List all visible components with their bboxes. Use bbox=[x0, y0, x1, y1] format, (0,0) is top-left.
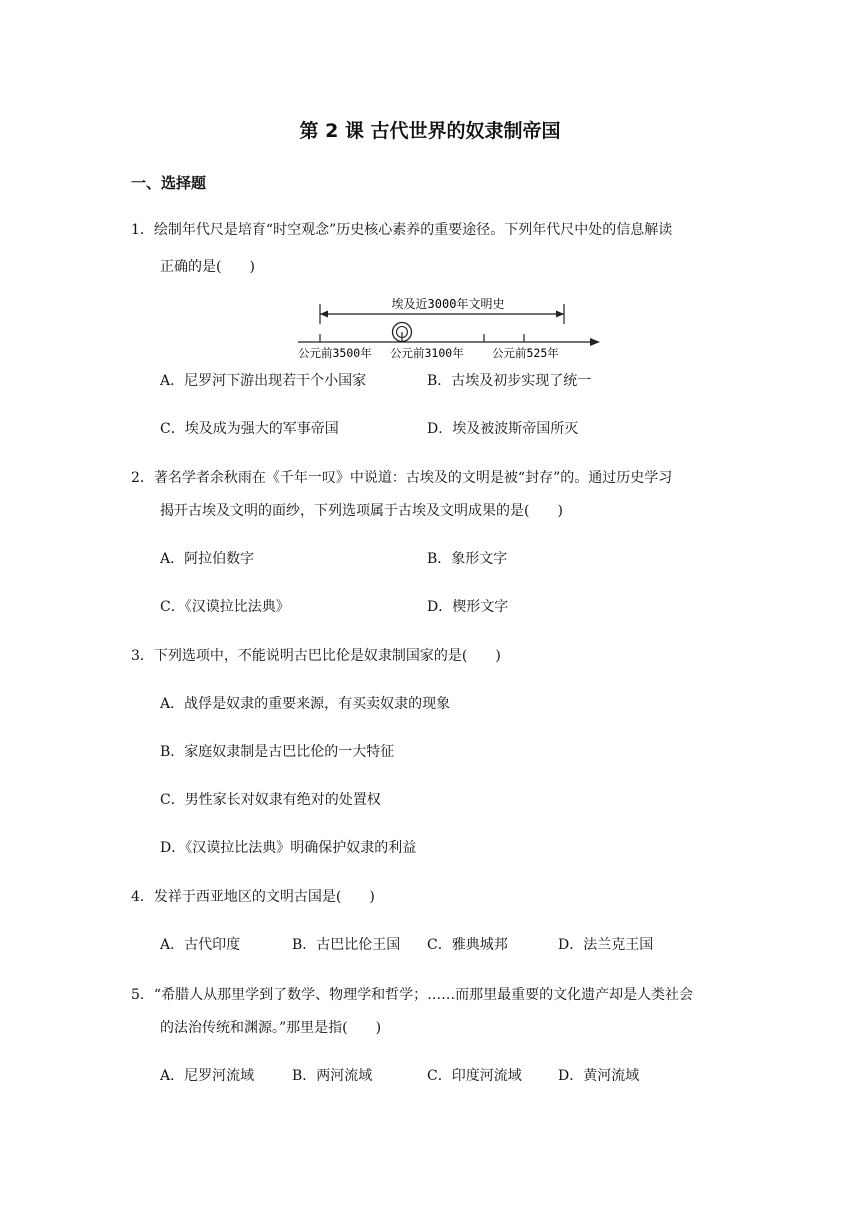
timeline-marker-icon bbox=[393, 323, 412, 343]
question-4-option-b: B．古巴比伦王国 bbox=[292, 937, 401, 953]
question-1-option-b: B．古埃及初步实现了统一 bbox=[427, 373, 592, 389]
timeline-tick-2: 公元前3100年 bbox=[390, 346, 464, 360]
question-1-line-2: 正确的是( ) bbox=[160, 259, 255, 275]
question-2-option-a: A．阿拉伯数字 bbox=[160, 551, 255, 567]
question-5-option-a: A．尼罗河流域 bbox=[160, 1068, 255, 1084]
question-1-line-1: 1．绘制年代尺是培育“时空观念”历史核心素养的重要途径。下列年代尺中处的信息解读 bbox=[131, 222, 673, 238]
question-2-line-2: 揭开古埃及文明的面纱，下列选项属于古埃及文明成果的是( ) bbox=[160, 503, 563, 519]
page-title: 第 2 课 古代世界的奴隶制帝国 bbox=[299, 120, 561, 142]
question-2-option-d: D．楔形文字 bbox=[427, 599, 509, 615]
question-1-option-d: D．埃及被波斯帝国所灭 bbox=[427, 421, 579, 437]
timeline-figure bbox=[290, 290, 610, 362]
question-5-line-1: 5．“希腊人从那里学到了数学、物理学和哲学；……而那里最重要的文化遗产却是人类社会 bbox=[131, 987, 694, 1003]
question-4-option-d: D．法兰克王国 bbox=[558, 937, 654, 953]
question-1-option-a: A．尼罗河下游出现若干个小国家 bbox=[160, 373, 367, 389]
question-2-option-c: C．《汉谟拉比法典》 bbox=[160, 599, 290, 615]
question-3-option-a: A．战俘是奴隶的重要来源，有买卖奴隶的现象 bbox=[160, 696, 451, 712]
question-1-option-c: C．埃及成为强大的军事帝国 bbox=[160, 421, 339, 437]
timeline-tick-3: 公元前525年 bbox=[492, 346, 559, 360]
question-3-option-b: B．家庭奴隶制是古巴比伦的一大特征 bbox=[160, 744, 395, 760]
question-3-option-d: D．《汉谟拉比法典》明确保护奴隶的利益 bbox=[160, 840, 417, 856]
question-4-line-1: 4．发祥于西亚地区的文明古国是( ) bbox=[131, 889, 375, 905]
question-3-line-1: 3．下列选项中，不能说明古巴比伦是奴隶制国家的是( ) bbox=[131, 648, 501, 664]
timeline-span-label: 埃及近3000年文明史 bbox=[391, 297, 505, 311]
question-5-line-2: 的法治传统和渊源。”那里是指( ) bbox=[160, 1020, 382, 1036]
question-4-option-c: C．雅典城邦 bbox=[427, 937, 508, 953]
question-5-option-b: B．两河流域 bbox=[292, 1068, 373, 1084]
question-5-option-d: D．黄河流域 bbox=[558, 1068, 640, 1084]
timeline-tick-1: 公元前3500年 bbox=[298, 346, 372, 360]
question-5-option-c: C．印度河流域 bbox=[427, 1068, 522, 1084]
question-4-option-a: A．古代印度 bbox=[160, 937, 241, 953]
question-2-option-b: B．象形文字 bbox=[427, 551, 508, 567]
question-3-option-c: C．男性家长对奴隶有绝对的处置权 bbox=[160, 792, 381, 808]
question-2-line-1: 2．著名学者余秋雨在《千年一叹》中说道：古埃及的文明是被“封存”的。通过历史学习 bbox=[131, 470, 673, 486]
section-heading: 一、选择题 bbox=[131, 174, 207, 192]
